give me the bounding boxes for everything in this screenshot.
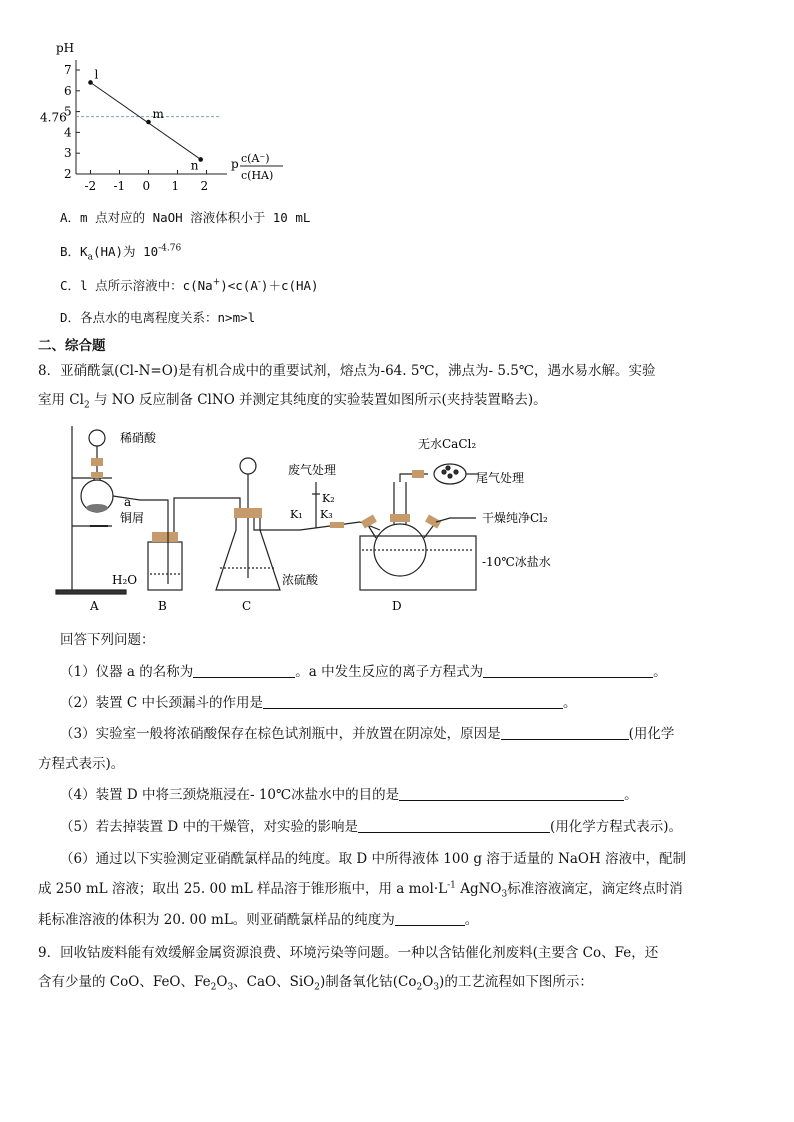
q8-sub6-line3: 耗标准溶液的体积为 20. 00 mL。则亚硝酰氯样品的纯度为 。 bbox=[38, 912, 479, 928]
x-tick-label: -1 bbox=[113, 179, 126, 193]
x-tick-label: 2 bbox=[200, 179, 209, 193]
option-d: D．各点水的电离程度关系：n>m>l bbox=[60, 310, 256, 325]
q8-sub3: （3）实验室一般将浓硝酸保存在棕色试剂瓶中，并放置在阴凉处，原因是 (用化学 bbox=[60, 726, 675, 742]
blank-1b[interactable] bbox=[483, 663, 653, 678]
y-tick-label: 7 bbox=[64, 63, 72, 77]
apparatus-c bbox=[216, 458, 300, 590]
q8-sub1: （1）仪器 a 的名称为 。a 中发生反应的离子方程式为 。 bbox=[60, 664, 667, 680]
q8-line2: 室用 $Cl_2$ 与 NO 反应制备 ClNO 并测定其纯度的实验装置如图所示(夹持装置略去)。 bbox=[38, 392, 547, 411]
q8-sub2: （2）装置 C 中长颈漏斗的作用是 。 bbox=[60, 695, 577, 711]
label-B: B bbox=[158, 599, 167, 613]
x-tick-label: -2 bbox=[84, 179, 97, 193]
blank-3[interactable] bbox=[501, 725, 629, 740]
data-point-l bbox=[88, 80, 93, 85]
blank-5[interactable] bbox=[358, 818, 550, 833]
q8-sub5: （5）若去掉装置 D 中的干燥管，对实验的影响是 (用化学方程式表示)。 bbox=[60, 819, 683, 835]
blank-1a[interactable] bbox=[193, 663, 295, 678]
blank-2[interactable] bbox=[263, 694, 563, 709]
q9-line1: 9．回收钴废料能有效缓解金属资源浪费、环境污染等问题。一种以含钴催化剂废料(主要含 Co、Fe，还 bbox=[38, 945, 659, 961]
point-label-n: n bbox=[190, 158, 199, 173]
label-tail-gas: 尾气处理 bbox=[476, 471, 525, 485]
blank-6[interactable] bbox=[395, 911, 465, 926]
label-dilute-nitric: 稀硝酸 bbox=[120, 431, 157, 445]
x-axis-label-prefix: p bbox=[231, 157, 239, 171]
y-tick-label: 4 bbox=[64, 125, 72, 140]
y-axis-label: pH bbox=[56, 41, 75, 55]
label-copper: 铜屑 bbox=[120, 511, 145, 525]
point-label-l: l bbox=[94, 67, 99, 82]
label-k3: K₃ bbox=[320, 508, 333, 521]
data-point-n bbox=[198, 157, 203, 162]
label-waste-gas: 废气处理 bbox=[288, 463, 337, 477]
ph-chart bbox=[40, 38, 350, 200]
q9-line2: 含有少量的 CoO、FeO、$Fe_2O_3$、CaO、SiO$_2$)制备氧化钴$(Co_2O_3)$的工艺流程如下图所示： bbox=[38, 974, 593, 993]
label-ice-salt: -10℃冰盐水 bbox=[482, 555, 551, 569]
apparatus-a bbox=[56, 426, 140, 594]
label-conc-sulfuric: 浓硫酸 bbox=[282, 573, 319, 587]
label-k2: K₂ bbox=[322, 492, 335, 505]
x-axis-label-den: c(HA) bbox=[241, 169, 274, 182]
option-b: B．$K_a(HA)$为 $10^{-4.76}$ bbox=[60, 243, 182, 263]
blank-4[interactable] bbox=[399, 786, 624, 801]
q8-sub3-cont: 方程式表示)。 bbox=[38, 756, 125, 772]
trend-line bbox=[91, 82, 201, 159]
q8-sub4: （4）装置 D 中将三颈烧瓶浸在- 10℃冰盐水中的目的是 。 bbox=[60, 787, 638, 803]
y-tick-label: 2 bbox=[64, 167, 72, 181]
label-A: A bbox=[90, 599, 99, 613]
q8-sub6-line2: 成 250 mL 溶液；取出 25. 00 mL 样品溶于锥形瓶中，用 a $mol\cdot L^{-1}$ AgNO$_3$标准溶液滴定，滴定终点时消 bbox=[38, 880, 683, 900]
section-title: 二、综合题 bbox=[38, 338, 106, 354]
x-tick-label: 1 bbox=[171, 179, 180, 193]
chart-plot-area bbox=[40, 41, 283, 193]
apparatus-d bbox=[360, 464, 478, 590]
y-tick-label: 5 bbox=[64, 104, 72, 119]
point-label-m: m bbox=[152, 107, 164, 121]
data-point-m bbox=[146, 120, 151, 125]
option-a: A．m 点对应的 NaOH 溶液体积小于 10 mL bbox=[60, 210, 311, 225]
q8-sub6: （6）通过以下实验测定亚硝酰氯样品的纯度。取 D 中所得液体 100 g 溶于适量的 NaOH 溶液中，配制 bbox=[60, 851, 687, 867]
label-k1: K₁ bbox=[290, 508, 303, 521]
apparatus-diagram bbox=[50, 418, 570, 618]
label-dry-cl2: 干燥纯净Cl₂ bbox=[482, 511, 548, 525]
q8-prompt: 回答下列问题： bbox=[60, 632, 155, 648]
q8-line1: 8．亚硝酰氯(Cl-N=O)是有机合成中的重要试剂，熔点为-64. 5℃，沸点为- 5.5℃，遇水易水解。实验 bbox=[38, 363, 656, 379]
label-C: C bbox=[242, 599, 252, 613]
option-c: C．l 点所示溶液中：c(Na+)<c(A-)＋c(HA) bbox=[60, 277, 319, 293]
reference-line-label: 4.76 bbox=[40, 110, 67, 125]
label-water: H₂O bbox=[112, 573, 138, 587]
apparatus-b bbox=[148, 498, 240, 590]
y-tick-label: 6 bbox=[64, 83, 72, 98]
label-a: a bbox=[124, 495, 132, 509]
x-axis-label-num: c(A⁻) bbox=[241, 152, 270, 165]
label-D: D bbox=[392, 599, 402, 613]
x-tick-label: 0 bbox=[142, 179, 151, 193]
y-tick-label: 3 bbox=[64, 146, 72, 161]
label-cacl2: 无水CaCl₂ bbox=[418, 437, 477, 451]
